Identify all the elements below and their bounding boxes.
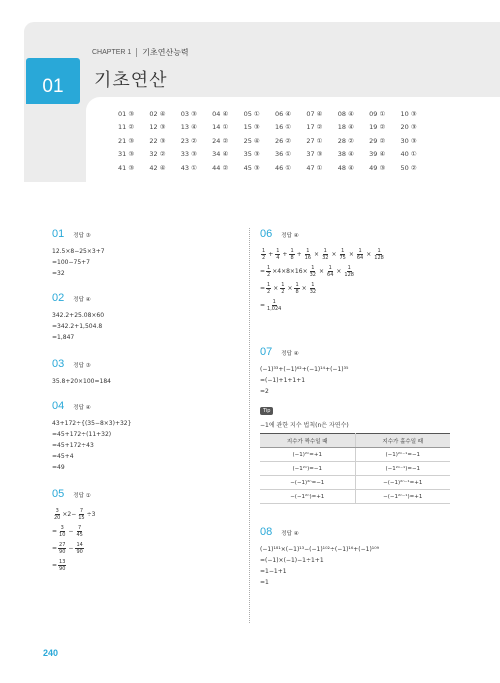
answer-cell: 16 ① [274,123,292,132]
section-title: 기초연산 [94,70,168,91]
fraction: $\frac{14}{90}$ [76,542,83,555]
solution-06 [260,228,450,314]
answer-cell: 17 ② [306,123,323,132]
answer-cell: 31 ③ [118,150,135,159]
answer-cell: 49 ③ [369,163,386,172]
solution-05 [52,488,242,574]
solution-line: =1−1+1 [260,568,287,575]
answer-cell: 48 ④ [337,163,354,172]
solution-line: =1 [260,579,269,586]
answer-cell: 46 ① [274,163,292,172]
answer-cell: 21 ③ [118,136,135,145]
answer-cell: 19 ② [369,123,386,132]
answer-cell: 47 ① [306,163,323,172]
answer-cell: 25 ④ [243,136,260,145]
answer-cell: 12 ③ [149,123,166,132]
answer-cell: 32 ② [149,150,166,159]
answer-label: 정답 ④ [281,351,299,357]
answer-cell: 15 ③ [243,123,260,132]
answer-cell: 20 ③ [400,123,417,132]
tip-caption: −1에 관한 지수 법칙(n은 자연수) [260,422,349,429]
answer-cell: 08 ④ [337,110,354,118]
solution-line: =(−1)+1+1+1 [260,377,306,384]
problem-number: 05 [52,488,65,500]
table-row: −(−1²ⁿ)=+1 −(−1²ⁿ⁻¹)=+1 [260,490,450,504]
fraction: $\frac{7}{45}$ [76,525,83,538]
solution-07 [260,346,450,504]
table-row: (−1)²ⁿ=+1 (−1)²ⁿ⁻¹=−1 [260,448,450,462]
problem-number: 02 [52,292,65,304]
answer-cell: 36 ① [274,150,292,159]
solution-line: 12.5×8−25×3+7 [52,248,105,255]
answer-cell: 30 ③ [400,136,417,145]
solution-04 [52,400,242,473]
answer-label: 정답 ④ [281,531,299,537]
page-number: 240 [43,648,59,658]
solution-line: =(−1)×(−1)−1÷1+1 [260,557,324,564]
exponent-rule-table [260,433,450,504]
answer-cell: 28 ② [337,136,354,145]
problem-number: 03 [52,358,65,370]
fraction: $\frac{3}{20}$ [54,508,61,521]
solution-line: = $\frac{13}{90}$ [52,559,66,572]
problem-number: 08 [260,526,273,538]
problem-number: 04 [52,400,65,412]
chapter-row [92,48,189,57]
answer-cell: 10 ③ [400,110,417,118]
answer-cell: 38 ④ [337,150,354,159]
table-header: 지수가 짝수일 때 [260,434,355,448]
fraction: $\frac{7}{15}$ [78,508,85,521]
solution-03 [52,358,242,387]
answer-cell: 27 ① [306,136,323,145]
answer-cell: 34 ④ [212,150,229,159]
answer-label: 정답 ④ [73,405,91,411]
solution-line: =342.2+1,504.8 [52,323,103,330]
answer-cell: 33 ③ [180,150,197,159]
answer-cell: 13 ④ [180,123,197,132]
table-header: 지수가 홀수일 때 [355,434,450,448]
solution-01 [52,228,242,279]
answer-cell: 43 ① [180,163,197,172]
answer-cell: 02 ④ [149,110,166,118]
answer-cell: 39 ④ [369,150,386,159]
answer-cell: 42 ④ [149,163,166,172]
solution-line: $\frac{1}{2}$ + $\frac{1}{4}$ + $\frac{1}{8}$ + $\frac{1}{16}$ × $\frac{1}{32}$ × $\frac{1}{75}$ × $\frac{1}{64}$ × $\frac{1}{128}$ [262,248,384,261]
solution-line: = $\frac{1}{1,024}$ [260,299,282,312]
answer-cell: 23 ② [180,136,197,145]
answer-cell: 45 ③ [243,163,260,172]
table-row: −(−1)²ⁿ=−1 −(−1)²ⁿ⁻¹=+1 [260,476,450,490]
answer-cell: 09 ① [369,110,386,118]
solution-line: =2 [260,388,269,395]
chapter-title: 기초연산능력 [142,48,189,57]
fraction: $\frac{27}{90}$ [59,542,66,555]
answer-cell: 11 ② [118,123,135,132]
answer-cell: 22 ③ [149,136,166,145]
solution-line: $\frac{3}{20}$ ×2− $\frac{7}{15}$ ÷3 [54,508,96,521]
answer-cell: 04 ④ [212,110,229,118]
problem-number: 01 [52,228,65,240]
answer-cell: 06 ④ [274,110,292,118]
solution-line: 342.2+25.08×60 [52,312,105,319]
column-divider [249,228,250,623]
answer-cell: 26 ② [274,136,292,145]
solution-line: =45+4 [52,453,74,460]
solution-line: (−1)³³+(−1)⁶²+(−1)¹⁴+(−1)³⁵ [260,366,349,373]
section-number-badge: 01 [26,58,80,104]
fraction: $\frac{3}{10}$ [59,525,66,538]
answer-key-grid [118,110,432,177]
solution-line: =100−75+7 [52,259,90,266]
answer-label: 정답 ④ [281,233,299,239]
table-row: (−1²ⁿ)=−1 (−1²ⁿ⁻¹)=−1 [260,462,450,476]
solution-line: 35.8+20×100=184 [52,378,111,385]
fraction: $\frac{13}{90}$ [59,559,66,572]
answer-cell: 35 ③ [243,150,260,159]
tip-badge: Tip [260,407,273,415]
answer-cell: 14 ① [212,123,229,132]
solution-line: = $\frac{27}{90}$ − $\frac{14}{90}$ [52,542,83,555]
solution-line: = $\frac{3}{10}$ − $\frac{7}{45}$ [52,525,83,538]
solution-line: = $\frac{1}{2}$ ×4×8×16× $\frac{1}{32}$ × $\frac{1}{64}$ × $\frac{1}{128}$ [260,265,354,278]
solution-line: = $\frac{1}{2}$ × $\frac{1}{2}$ × $\frac{1}{8}$ × $\frac{1}{32}$ [260,282,317,295]
problem-number: 06 [260,228,273,240]
solution-line: 43+172÷{(35−8×3)+32} [52,420,132,427]
problem-number: 07 [260,346,273,358]
solution-02 [52,292,242,343]
answer-cell: 37 ③ [306,150,323,159]
answer-cell: 24 ② [212,136,229,145]
answer-cell: 03 ③ [180,110,197,118]
answer-cell: 18 ④ [337,123,354,132]
solution-line: =32 [52,270,65,277]
answer-label: 정답 ① [73,493,91,499]
answer-cell: 44 ② [212,163,229,172]
solution-line: =1,847 [52,334,75,341]
answer-label: 정답 ④ [73,297,91,303]
solution-line: =45+172÷(11+32) [52,431,112,438]
solution-line: (−1)¹⁸¹×(−1)¹³−(−1)¹⁰²÷(−1)¹⁶+(−1)¹⁰⁹ [260,546,380,553]
solution-08 [260,526,450,588]
answer-cell: 50 ② [400,163,417,172]
answer-label: 정답 ③ [73,233,91,239]
solution-line: =49 [52,464,65,471]
answer-cell: 01 ③ [118,110,135,118]
answer-cell: 40 ① [400,150,417,159]
solution-line: =45+172÷43 [52,442,94,449]
answer-cell: 41 ③ [118,163,135,172]
answer-cell: 29 ② [369,136,386,145]
answer-cell: 07 ④ [306,110,323,118]
chapter-label: CHAPTER 1 [92,48,137,57]
answer-label: 정답 ③ [73,363,91,369]
answer-cell: 05 ① [243,110,260,118]
